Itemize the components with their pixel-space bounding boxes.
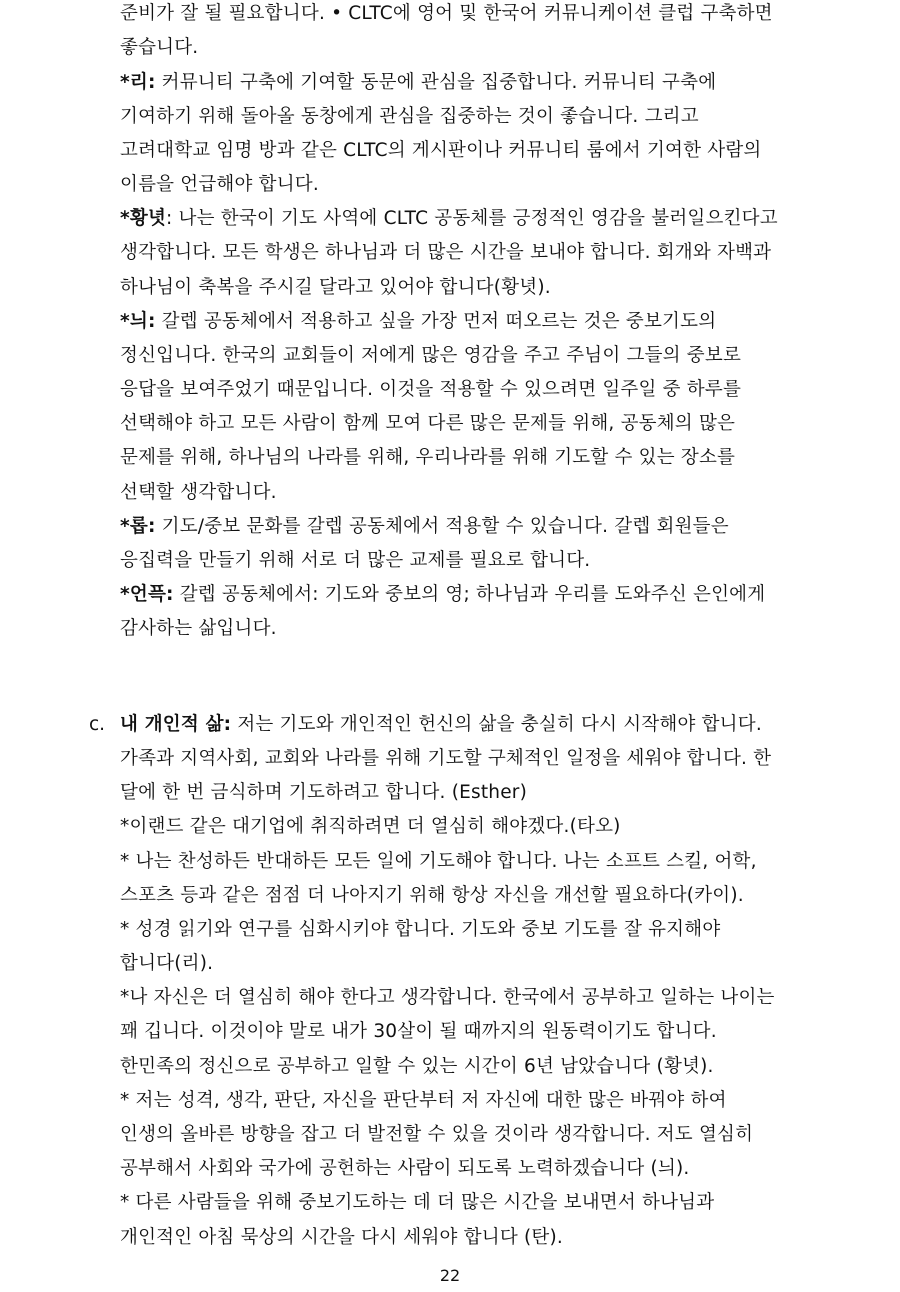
text-line: 한민족의 정신으로 공부하고 일할 수 있는 시간이 6년 남았습니다 (황녓). bbox=[120, 1056, 714, 1077]
text-line: 감사하는 삶입니다. bbox=[120, 618, 277, 639]
text-line: *나 자신은 더 열심히 해야 한다고 생각합니다. 한국에서 공부하고 일하는 나이는 bbox=[120, 987, 775, 1008]
comment-text: 커뮤니티 구축에 기여할 동문에 관심을 집중합니다. 커뮤니티 구축에 bbox=[155, 72, 717, 93]
text-line: 개인적인 아침 묵상의 시간을 다시 세워야 합니다 (탄). bbox=[120, 1227, 563, 1248]
text-line: 응답을 보여주었기 때문입니다. 이것을 적용할 수 있으려면 일주일 중 하루를 bbox=[120, 379, 742, 400]
text-line: 공부해서 사회와 국가에 공헌하는 사람이 되도록 노력하겠습니다 (늬). bbox=[120, 1158, 690, 1179]
text-line: * 저는 성격, 생각, 판단, 자신을 판단부터 저 자신에 대한 많은 바꿔야 하여 bbox=[120, 1090, 727, 1111]
text-line: 달에 한 번 금식하며 기도하려고 합니다. (Esther) bbox=[120, 782, 528, 803]
list-marker: c. bbox=[89, 714, 106, 735]
text-line: 선택할 생각합니다. bbox=[120, 482, 277, 503]
text-line: 응집력을 만들기 위해 서로 더 많은 교제를 필요로 합니다. bbox=[120, 550, 591, 571]
section-heading-line bbox=[120, 708, 762, 742]
author-label: *리: bbox=[120, 72, 156, 93]
comment-text: 갈렙 공동체에서 적용하고 싶을 가장 먼저 떠오르는 것은 중보기도의 bbox=[155, 311, 717, 332]
author-label: *롭: bbox=[120, 516, 156, 537]
comment-hwang bbox=[120, 202, 778, 236]
text-line: 문제를 위해, 하나님의 나라를 위해, 우리나라를 위해 기도할 수 있는 장소를 bbox=[120, 447, 736, 468]
section-heading: 내 개인적 삶: bbox=[120, 714, 232, 735]
text-line: 인생의 올바른 방향을 잡고 더 발전할 수 있을 것이라 생각합니다. 저도 열심히 bbox=[120, 1124, 754, 1145]
page-number: 22 bbox=[439, 1266, 461, 1285]
comment-rop bbox=[120, 510, 729, 544]
text-line: 준비가 잘 될 필요합니다. • CLTC에 영어 및 한국어 커뮤니케이션 클럽 구축하면 bbox=[120, 3, 773, 24]
author-label: *늬: bbox=[120, 311, 156, 332]
text-line: 좋습니다. bbox=[120, 37, 199, 58]
section-text: 저는 기도와 개인적인 헌신의 삶을 충실히 다시 시작해야 합니다. bbox=[231, 714, 762, 735]
text-line: 이름을 언급해야 합니다. bbox=[120, 174, 319, 195]
author-label: *황녓 bbox=[120, 208, 167, 229]
text-line: 고려대학교 임명 방과 같은 CLTC의 게시판이나 커뮤니티 룸에서 기여한 사람의 bbox=[120, 140, 762, 161]
text-line: 가족과 지역사회, 교회와 나라를 위해 기도할 구체적인 일정을 세워야 합니다. 한 bbox=[120, 748, 772, 769]
comment-text: : 나는 한국이 기도 사역에 CLTC 공동체를 긍정적인 영감을 불러일으킨다고 bbox=[166, 208, 778, 229]
text-line: 기여하기 위해 돌아올 동창에게 관심을 집중하는 것이 좋습니다. 그리고 bbox=[120, 106, 699, 127]
comment-eon bbox=[120, 578, 765, 612]
text-line: 꽤 깁니다. 이것이야 말로 내가 30살이 될 때까지의 원동력이기도 합니다. bbox=[120, 1021, 717, 1042]
text-line: * 다른 사람들을 위해 중보기도하는 데 더 많은 시간을 보내면서 하나님과 bbox=[120, 1192, 715, 1213]
text-line: * 성경 읽기와 연구를 심화시키야 합니다. 기도와 중보 기도를 잘 유지해야 bbox=[120, 919, 721, 940]
text-line: 정신입니다. 한국의 교회들이 저에게 많은 영감을 주고 주님이 그들의 중보로 bbox=[120, 345, 742, 366]
comment-ri bbox=[120, 66, 716, 100]
comment-text: 갈렙 공동체에서: 기도와 중보의 영; 하나님과 우리를 도와주신 은인에게 bbox=[173, 584, 766, 605]
text-line: *이랜드 같은 대기업에 취직하려면 더 열심히 해야겠다.(타오) bbox=[120, 816, 621, 837]
author-label: *언픅: bbox=[120, 584, 174, 605]
text-line: 생각합니다. 모든 학생은 하나님과 더 많은 시간을 보내야 합니다. 회개와 자백과 bbox=[120, 242, 772, 263]
text-line: 합니다(리). bbox=[120, 953, 214, 974]
comment-nui bbox=[120, 305, 716, 339]
text-line: 선택해야 하고 모든 사람이 함께 모여 다른 많은 문제들 위해, 공동체의 많은 bbox=[120, 413, 736, 434]
text-line: * 나는 찬성하든 반대하든 모든 일에 기도해야 합니다. 나는 소프트 스킬, 어학, bbox=[120, 851, 757, 872]
comment-text: 기도/중보 문화를 갈렙 공동체에서 적용할 수 있습니다. 갈렙 회원들은 bbox=[155, 516, 729, 537]
text-line: 하나님이 축복을 주시길 달라고 있어야 합니다(황녓). bbox=[120, 277, 551, 298]
text-line: 스포츠 등과 같은 점점 더 나아지기 위해 항상 자신을 개선할 필요하다(카이). bbox=[120, 885, 744, 906]
